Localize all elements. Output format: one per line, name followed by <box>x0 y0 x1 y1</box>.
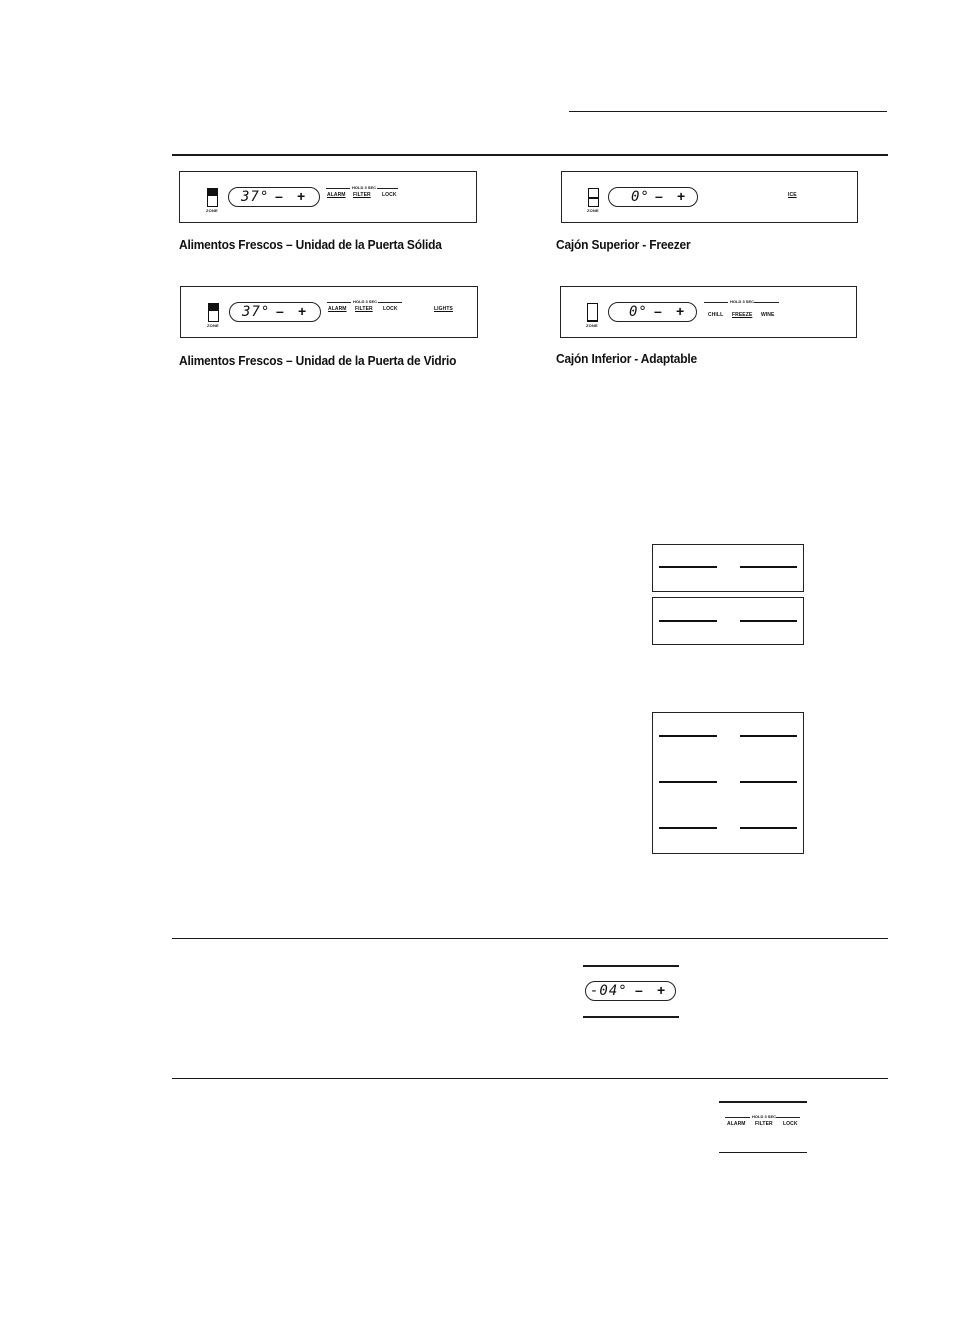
blank-entry-line <box>659 781 717 783</box>
hold-line-right <box>378 302 402 303</box>
blank-entry-line <box>659 566 717 568</box>
temperature-display <box>228 187 320 207</box>
zone-label: ZONE <box>206 208 218 213</box>
hold-label: HOLD 3 SEC <box>730 299 755 304</box>
blank-entry-line <box>659 620 717 622</box>
caption-upper-drawer: Cajón Superior - Freezer <box>556 237 691 252</box>
blank-entry-line <box>740 827 797 829</box>
caption-lower-drawer: Cajón Inferior - Adaptable <box>556 351 697 366</box>
minus-button[interactable]: – <box>654 303 662 319</box>
plus-button[interactable]: + <box>657 982 666 998</box>
header-rule-short <box>569 111 887 112</box>
freeze-button[interactable]: FREEZE <box>732 312 753 318</box>
control-panel-fresh-solid <box>179 171 477 223</box>
hold-rule-bottom <box>719 1152 807 1153</box>
caption-fresh-solid: Alimentos Frescos – Unidad de la Puerta Sólida <box>179 237 442 252</box>
blank-entry-line <box>659 827 717 829</box>
temperature-display <box>608 187 698 207</box>
temperature-value: -04° <box>590 983 628 999</box>
plus-button[interactable]: + <box>297 188 306 204</box>
temperature-display <box>608 302 697 322</box>
hold-line-left <box>704 302 728 303</box>
hold-line-right <box>776 1117 800 1118</box>
filter-button[interactable]: FILTER <box>355 306 373 312</box>
blank-table-box-large <box>652 712 804 854</box>
temperature-value: 0° <box>629 304 648 320</box>
minus-button[interactable]: – <box>655 188 663 204</box>
hold-line-right <box>754 302 779 303</box>
blank-entry-line <box>740 620 797 622</box>
hold-label: HOLD 3 SEC <box>752 1114 777 1119</box>
section-rule <box>172 938 888 939</box>
alarm-button[interactable]: ALARM <box>328 306 347 312</box>
wine-button[interactable]: WINE <box>761 312 775 318</box>
lock-button[interactable]: LOCK <box>783 1121 798 1127</box>
control-panel-upper-drawer <box>561 171 858 223</box>
control-panel-fresh-glass <box>180 286 478 338</box>
lock-button[interactable]: LOCK <box>383 306 398 312</box>
zone-label: ZONE <box>587 208 599 213</box>
temperature-value: 37° <box>241 189 270 205</box>
blank-entry-line <box>740 735 797 737</box>
zone-label: ZONE <box>207 323 219 328</box>
blank-table-box <box>652 597 804 645</box>
hold-label: HOLD 3 SEC <box>353 299 378 304</box>
hold-label: HOLD 3 SEC <box>352 185 377 190</box>
hold-rule-top <box>719 1101 807 1103</box>
control-panel-lower-drawer <box>560 286 857 338</box>
temperature-value: 37° <box>242 304 271 320</box>
minus-button[interactable]: – <box>276 303 284 319</box>
hold-line-left <box>725 1117 750 1118</box>
caption-fresh-glass: Alimentos Frescos – Unidad de la Puerta de Vidrio <box>179 353 457 368</box>
blank-entry-line <box>740 566 797 568</box>
display-rule-top <box>583 965 679 967</box>
filter-button[interactable]: FILTER <box>353 192 371 198</box>
header-rule-main <box>172 154 888 156</box>
temperature-value: 0° <box>631 189 650 205</box>
plus-button[interactable]: + <box>676 303 685 319</box>
blank-entry-line <box>740 781 797 783</box>
chill-button[interactable]: CHILL <box>708 312 724 318</box>
minus-button[interactable]: – <box>635 982 643 998</box>
plus-button[interactable]: + <box>677 188 686 204</box>
hold-line-left <box>326 188 350 189</box>
section-rule <box>172 1078 888 1079</box>
alarm-button[interactable]: ALARM <box>327 192 346 198</box>
ice-button[interactable]: ICE <box>788 192 797 198</box>
display-rule-bottom <box>583 1016 679 1018</box>
temperature-display-offset <box>585 981 676 1001</box>
temperature-display <box>229 302 321 322</box>
filter-button[interactable]: FILTER <box>755 1121 773 1127</box>
blank-table-box <box>652 544 804 592</box>
zone-label: ZONE <box>586 323 598 328</box>
minus-button[interactable]: – <box>275 188 283 204</box>
plus-button[interactable]: + <box>298 303 307 319</box>
lights-button[interactable]: LIGHTS <box>434 306 453 312</box>
hold-line-right <box>377 188 398 189</box>
alarm-button[interactable]: ALARM <box>727 1121 746 1127</box>
blank-entry-line <box>659 735 717 737</box>
lock-button[interactable]: LOCK <box>382 192 397 198</box>
hold-line-left <box>327 302 351 303</box>
